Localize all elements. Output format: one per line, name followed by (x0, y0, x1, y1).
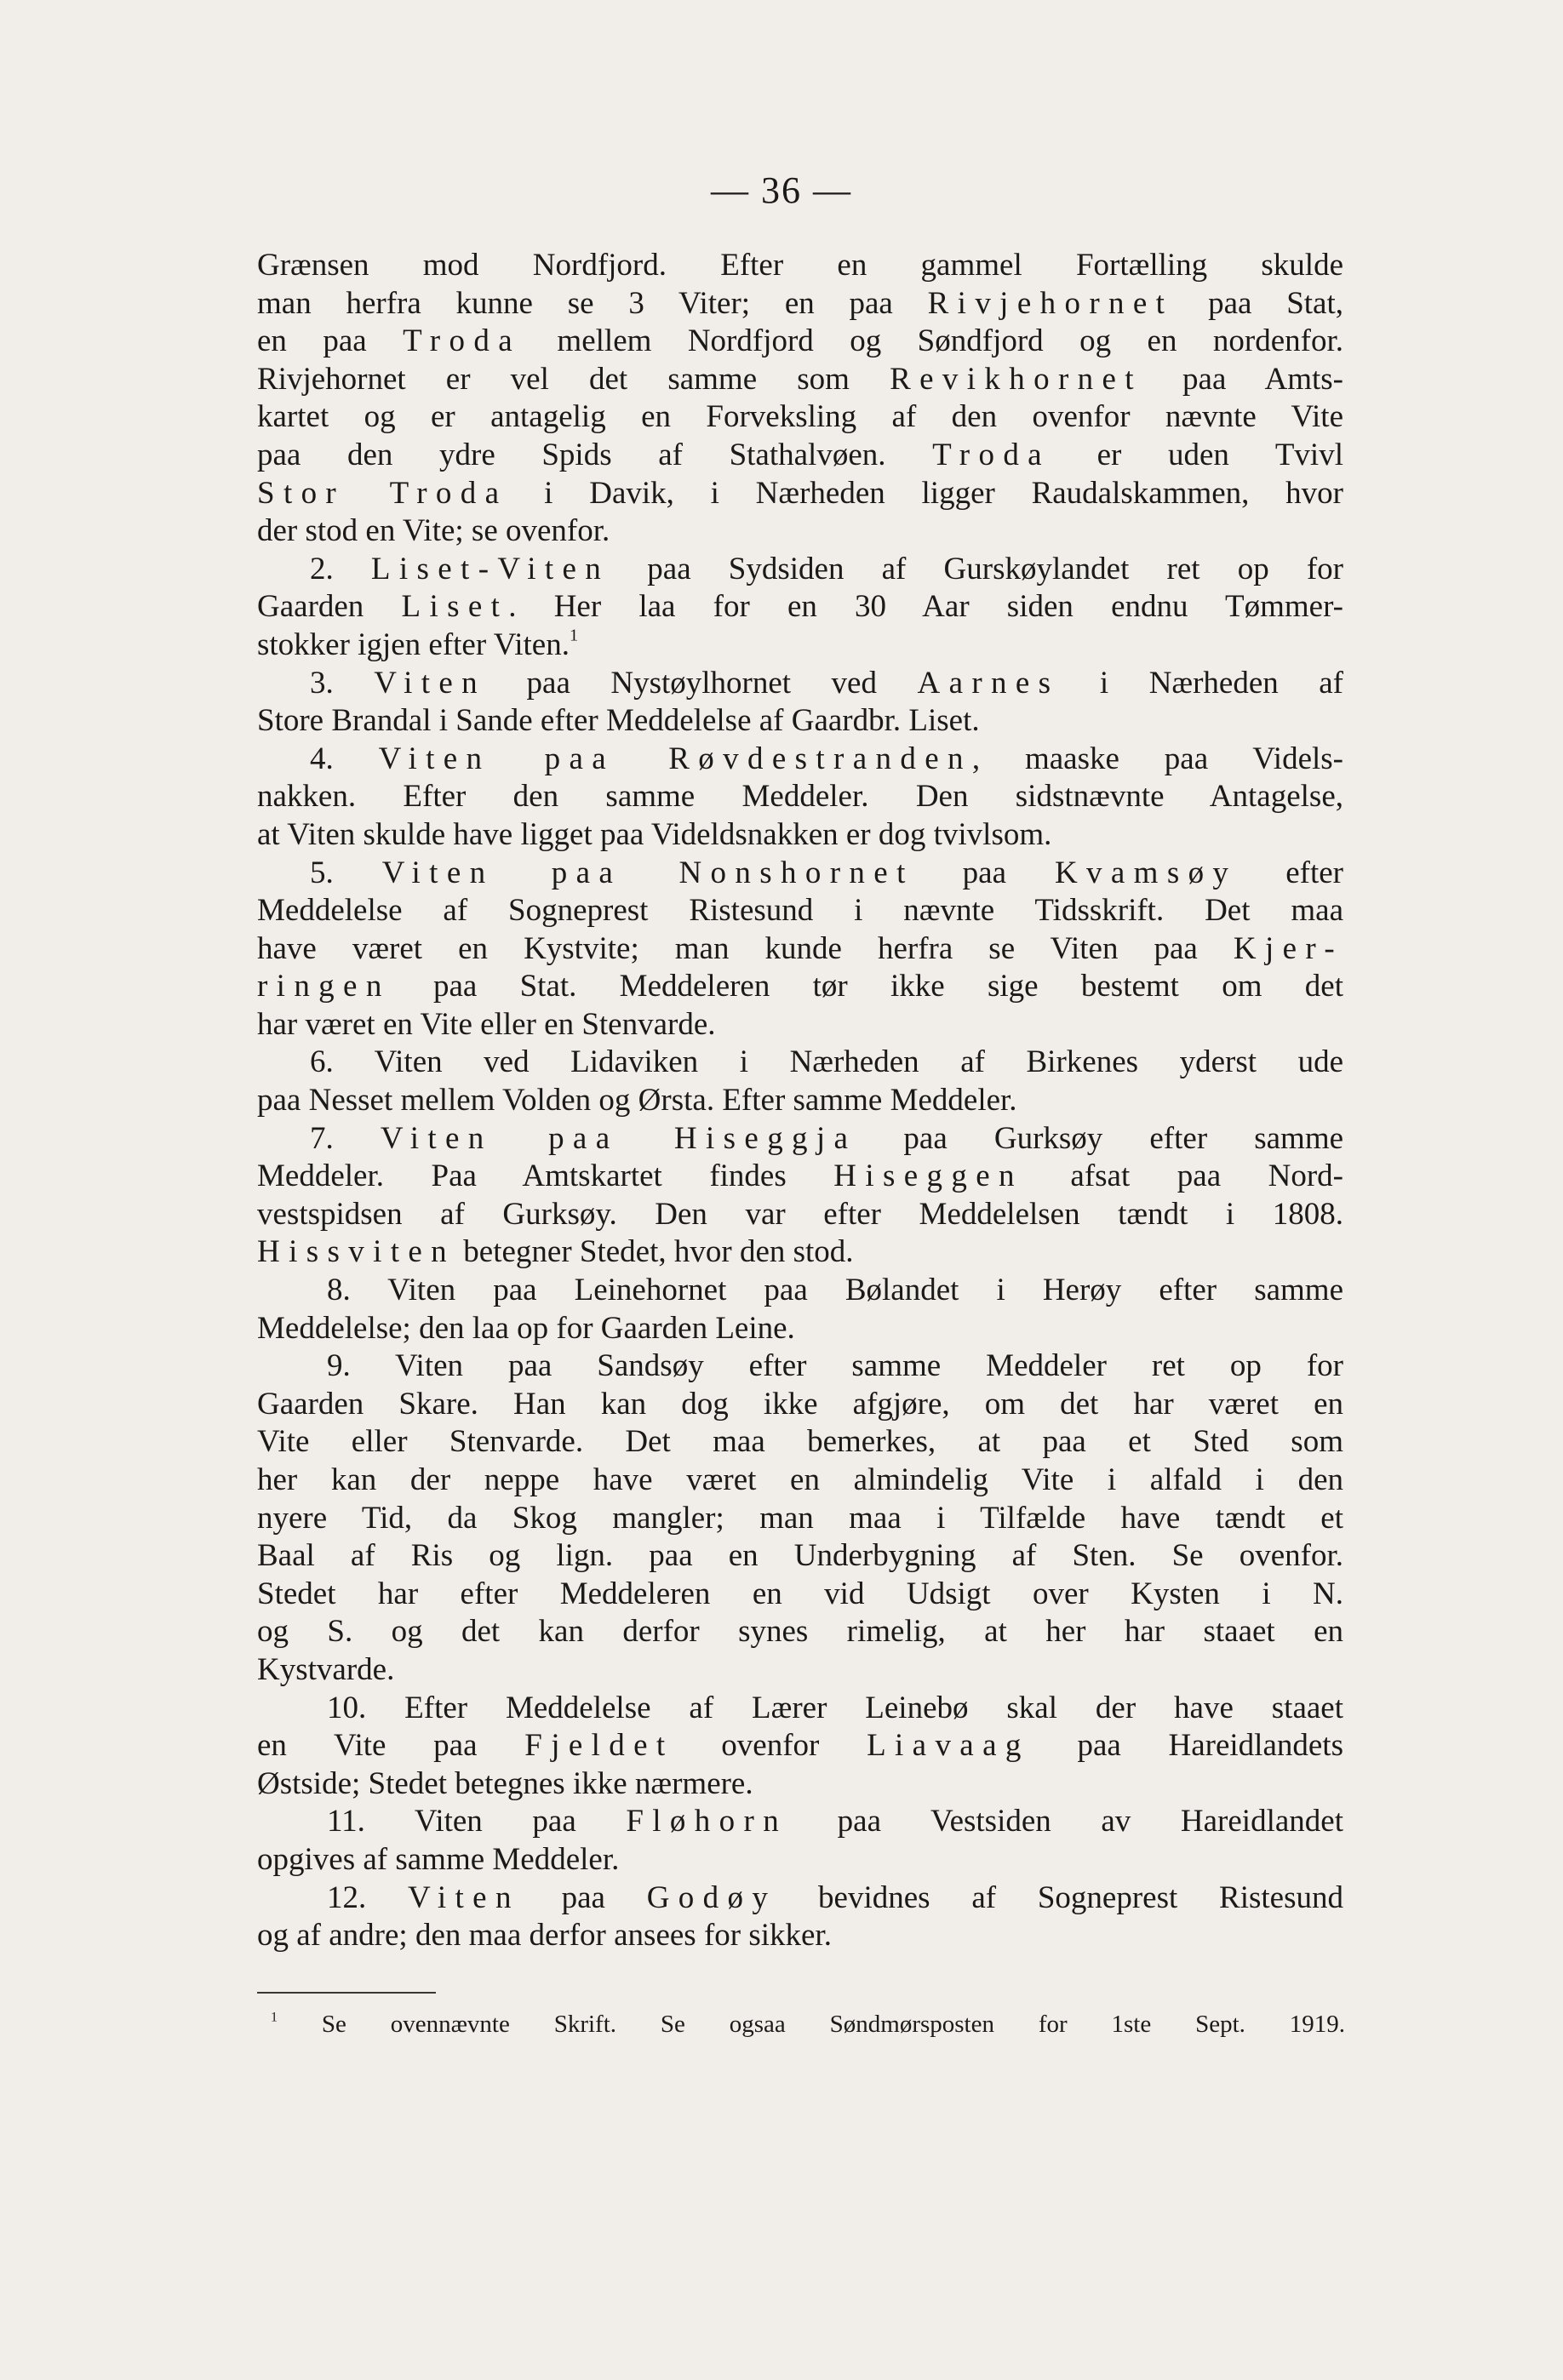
text-line (257, 1803, 1343, 1841)
spaced-term: Revikhornet (890, 361, 1142, 397)
text-segment: efter (1237, 855, 1343, 890)
text-segment: Meddelelse; den laa op for Gaarden Leine. (257, 1310, 795, 1346)
text-segment: i Nærheden af (1059, 665, 1344, 701)
text-segment: paa Gurksøy efter samme (856, 1120, 1344, 1156)
text-line (257, 1537, 1343, 1576)
text-segment: paa Sydsiden af Gurskøylandet ret op for (610, 551, 1344, 586)
text-line (257, 323, 1343, 361)
text-segment: stokker igjen efter Viten. (257, 626, 570, 662)
text-line (257, 1917, 1343, 1955)
text-segment: 3. (310, 665, 375, 701)
text-segment: have været en Kystvite; man kunde herfra se Viten paa (257, 930, 1234, 966)
text-line (257, 1082, 1343, 1120)
text-segment: paa Amts- (1142, 361, 1343, 397)
spaced-term: Troda (403, 323, 521, 359)
text-line (257, 247, 1343, 285)
text-line (257, 1613, 1343, 1651)
text-segment: paa Nystøylhornet ved (486, 665, 918, 701)
text-segment: paa Stat, (1173, 285, 1344, 321)
text-segment: 8. Viten paa Leinehornet paa Bølandet i Herøy efter samme (327, 1273, 1343, 1308)
text-line (257, 1233, 1343, 1272)
text-line (257, 1423, 1343, 1462)
text-segment: paa Stat. Meddeleren tør ikke sige bestemt om det (390, 969, 1343, 1004)
text-segment: 12. (327, 1879, 409, 1915)
text-segment: en Vite paa (257, 1728, 525, 1764)
text-segment: Meddelelse af Sogneprest Ristesund i nævnte Tidsskrift. Det maa (257, 893, 1343, 929)
text-segment: 9. Viten paa Sandsøy efter samme Meddeler ret op for (327, 1348, 1343, 1384)
text-segment: , maaske paa Videls- (971, 741, 1344, 776)
text-line (257, 1765, 1343, 1804)
text-segment: der stod en Vite; se ovenfor. (257, 513, 610, 549)
text-segment: Stedet har efter Meddeleren en vid Udsigt over Kysten i N. (257, 1576, 1343, 1611)
text-segment: Meddeler. Paa Amtskartet findes (257, 1159, 834, 1194)
text-line (257, 1576, 1343, 1614)
text-segment: 2. (310, 551, 371, 586)
text-segment: paa (519, 1879, 647, 1915)
text-segment: har været en Vite eller en Stenvarde. (257, 1006, 716, 1042)
spaced-term: Godøy (646, 1879, 777, 1915)
text-segment: og af andre; den maa derfor ansees for sikker. (257, 1918, 832, 1954)
text-line (257, 1120, 1343, 1159)
text-segment: betegner Stedet, hvor den stod. (455, 1234, 854, 1270)
spaced-term: Kjer- (1233, 930, 1343, 966)
page-number: — 36 — (711, 169, 852, 211)
spaced-term: Liset (401, 589, 509, 625)
spaced-term: Viten paa Røvdestranden (378, 741, 972, 776)
text-segment: Gaarden (257, 589, 402, 625)
text-line (257, 1158, 1343, 1196)
text-line (257, 665, 1343, 703)
text-line (257, 1841, 1343, 1879)
text-line (257, 855, 1343, 893)
text-line (257, 475, 1343, 513)
text-line (257, 626, 1343, 665)
text-segment: opgives af samme Meddeler. (257, 1841, 620, 1877)
text-segment: bevidnes af Sogneprest Ristesund (776, 1879, 1343, 1915)
text-segment: Rivjehornet er vel det samme som (257, 361, 890, 397)
text-segment: 7. (310, 1120, 381, 1156)
text-line (257, 588, 1343, 626)
text-segment: 4. (310, 741, 379, 776)
text-segment: Grænsen mod Nordfjord. Efter en gammel Fortælling skulde (257, 248, 1343, 283)
text-segment: Østside; Stedet betegnes ikke nærmere. (257, 1765, 753, 1801)
text-segment: Kystvarde. (257, 1651, 395, 1687)
spaced-term: Hiseggen (833, 1159, 1023, 1194)
text-segment: paa Nesset mellem Volden og Ørsta. Efter samme Meddeler. (257, 1083, 1017, 1118)
text-segment: Store Brandal i Sande efter Meddelelse af Gaardbr. Liset. (257, 703, 980, 739)
text-segment: nyere Tid, da Skog mangler; man maa i Tilfælde have tændt et (257, 1500, 1343, 1536)
spaced-term: Viten paa Hiseggja (380, 1120, 857, 1156)
spaced-term: Fjeldet (524, 1728, 674, 1764)
text-segment: er uden Tvivl (1050, 437, 1343, 472)
text-segment: Vite eller Stenvarde. Det maa bemerkes, at paa et Sted som (257, 1424, 1343, 1460)
text-line (257, 1727, 1343, 1765)
spaced-term: Stor Troda (257, 475, 508, 511)
text-line (257, 892, 1343, 930)
text-line (257, 816, 1343, 855)
text-line (257, 1462, 1343, 1500)
text-segment: Gaarden Skare. Han kan dog ikke afgjøre, om det har været en (257, 1386, 1343, 1422)
text-line (257, 437, 1343, 475)
spaced-term: Liset-Viten (370, 551, 610, 586)
text-segment: her kan der neppe have været en almindelig Vite i alfald i den (257, 1462, 1343, 1497)
text-segment: ovenfor (673, 1728, 867, 1764)
text-line (257, 702, 1343, 741)
text-segment: at Viten skulde have ligget paa Videldsnakken er dog tvivlsom. (257, 816, 1052, 852)
text-line (257, 1386, 1343, 1424)
text-line (257, 741, 1343, 779)
text-segment: en paa (257, 323, 404, 359)
spaced-term: ringen (257, 969, 391, 1004)
text-segment: 10. Efter Meddelelse af Lærer Leinebø skal der have staaet (327, 1690, 1343, 1725)
footnote-rule (257, 1992, 436, 1994)
text-segment: 6. Viten ved Lidaviken i Nærheden af Birkenes yderst ude (310, 1044, 1343, 1080)
text-line (257, 512, 1343, 551)
text-segment: i Davik, i Nærheden ligger Raudalskammen, hvor (507, 475, 1344, 511)
text-line (257, 930, 1343, 969)
spaced-term: Aarnes (917, 665, 1060, 701)
text-segment: vestspidsen af Gurksøy. Den var efter Meddelelsen tændt i 1808. (257, 1196, 1343, 1232)
text-segment: . Her laa for en 30 Aar siden endnu Tømmer- (508, 589, 1343, 625)
footnote-reference: 1 (569, 626, 579, 645)
text-segment: paa Hareidlandets (1029, 1728, 1343, 1764)
text-segment: 11. Viten paa (327, 1804, 627, 1839)
text-line (257, 1690, 1343, 1728)
text-segment: paa Vestsiden av Hareidlandet (787, 1804, 1343, 1839)
text-line (257, 361, 1343, 399)
spaced-term: Liavaag (867, 1728, 1030, 1764)
text-line (257, 968, 1343, 1006)
text-line (257, 1272, 1343, 1310)
text-segment: man herfra kunne se 3 Viter; en paa (257, 285, 928, 321)
spaced-term: Fløhorn (626, 1804, 788, 1839)
text-line (257, 778, 1343, 816)
text-line (257, 398, 1343, 437)
text-line (257, 551, 1343, 589)
spaced-term: Troda (932, 437, 1051, 472)
text-segment: paa den ydre Spids af Stathalvøen. (257, 437, 933, 472)
text-segment: og S. og det kan derfor synes rimelig, at her har staaet en (257, 1614, 1343, 1650)
text-segment: paa (913, 855, 1055, 890)
text-segment: afsat paa Nord- (1022, 1159, 1343, 1194)
text-segment: mellem Nordfjord og Søndfjord og en nordenfor. (521, 323, 1343, 359)
footnote-text: Se ovennævnte Skrift. Se ogsaa Søndmørsposten for 1ste Sept. 1919. (321, 2011, 1345, 2038)
text-segment: nakken. Efter den samme Meddeler. Den sidstnævnte Antagelse, (257, 779, 1343, 815)
footnote-marker: 1 (271, 2010, 278, 2025)
text-segment: Baal af Ris og lign. paa en Underbygning af Sten. Se ovenfor. (257, 1538, 1343, 1574)
text-line (257, 1651, 1343, 1690)
text-segment: 5. (310, 855, 382, 890)
text-segment: kartet og er antagelig en Forveksling af den ovenfor nævnte Vite (257, 399, 1343, 435)
spaced-term: Viten (374, 665, 487, 701)
spaced-term: Rivjehornet (927, 285, 1174, 321)
text-line (257, 1879, 1343, 1918)
text-line (257, 1196, 1343, 1234)
text-line (257, 1044, 1343, 1082)
spaced-term: Kvamsøy (1054, 855, 1238, 890)
text-line (257, 1500, 1343, 1538)
text-line (257, 1310, 1343, 1348)
text-line (257, 285, 1343, 323)
spaced-term: Viten (408, 1879, 520, 1915)
text-line (257, 1006, 1343, 1044)
spaced-term: Viten paa Nonshornet (381, 855, 914, 890)
text-line (257, 1347, 1343, 1386)
footnote (271, 2007, 1345, 2041)
body-text (257, 247, 1343, 1955)
spaced-term: Hissviten (257, 1234, 456, 1270)
